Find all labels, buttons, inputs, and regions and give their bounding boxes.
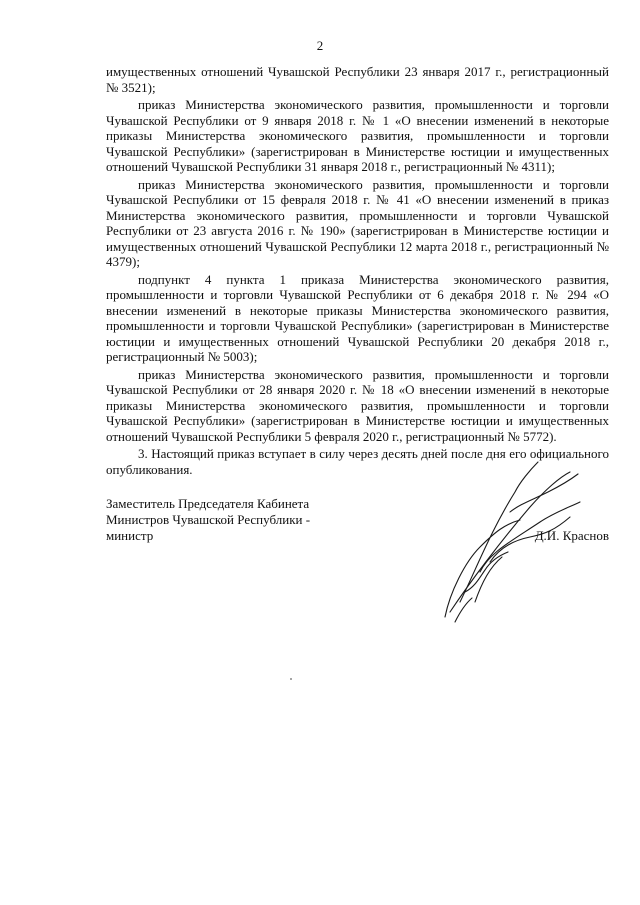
signer-title-line-3: министр xyxy=(106,528,154,543)
document-body xyxy=(106,64,609,477)
signer-title xyxy=(106,496,346,544)
handwritten-signature xyxy=(420,452,600,632)
paragraph-6: 3. Настоящий приказ вступает в силу через десять дней после дня его официального опубликования. xyxy=(106,446,609,477)
page-number: 2 xyxy=(316,38,324,53)
signer-name: Д.И. Краснов xyxy=(534,528,609,543)
paragraph-2: приказ Министерства экономического развития, промышленности и торговли Чувашской Республики от 9 января 2018 г. № 1 «О внесении изменений в некоторые приказы Министерства экономического развития, промышленности и торговли Чувашской Республики» (зарегистрирован в Министерстве юстиции и имущественных отношений Чувашской Республики 31 января 2018 г., регистрационный № 4311); xyxy=(106,97,609,174)
paragraph-4: подпункт 4 пункта 1 приказа Министерства экономического развития, промышленности и торговли Чувашской Республики от 6 декабря 2018 г. № 294 «О внесении изменений в некоторые приказы Министерства экономического развития, промышленности и торговли Чувашской Республики» (зарегистрирован в Министерстве юстиции и имущественных отношений Чувашской Республики 20 декабря 2018 г., регистрационный № 5003); xyxy=(106,271,609,364)
scan-speck xyxy=(290,678,292,680)
signer-title-line-2: Министров Чувашской Республики - xyxy=(106,512,311,527)
signer-title-line-1: Заместитель Председателя Кабинета xyxy=(106,496,310,511)
paragraph-5: приказ Министерства экономического развития, промышленности и торговли Чувашской Республики от 28 января 2020 г. № 18 «О внесении изменений в некоторые приказы Министерства экономического развития, промышленности и торговли Чувашской Республики» (зарегистрирован в Министерстве юстиции и имущественных отношений Чувашской Республики 5 февраля 2020 г., регистрационный № 5772). xyxy=(106,366,609,444)
paragraph-3: приказ Министерства экономического развития, промышленности и торговли Чувашской Республики от 15 февраля 2018 г. № 41 «О внесении изменений в приказ Министерства экономического развития, промышленности и торговли Чувашской Республики от 23 августа 2016 г. № 190» (зарегистрирован в Министерстве юстиции и имущественных отношений Чувашской Республики 12 марта 2018 г., регистрационный № 4379); xyxy=(106,176,609,269)
paragraph-1: имущественных отношений Чувашской Республики 23 января 2017 г., регистрационный № 3521); xyxy=(106,64,609,95)
